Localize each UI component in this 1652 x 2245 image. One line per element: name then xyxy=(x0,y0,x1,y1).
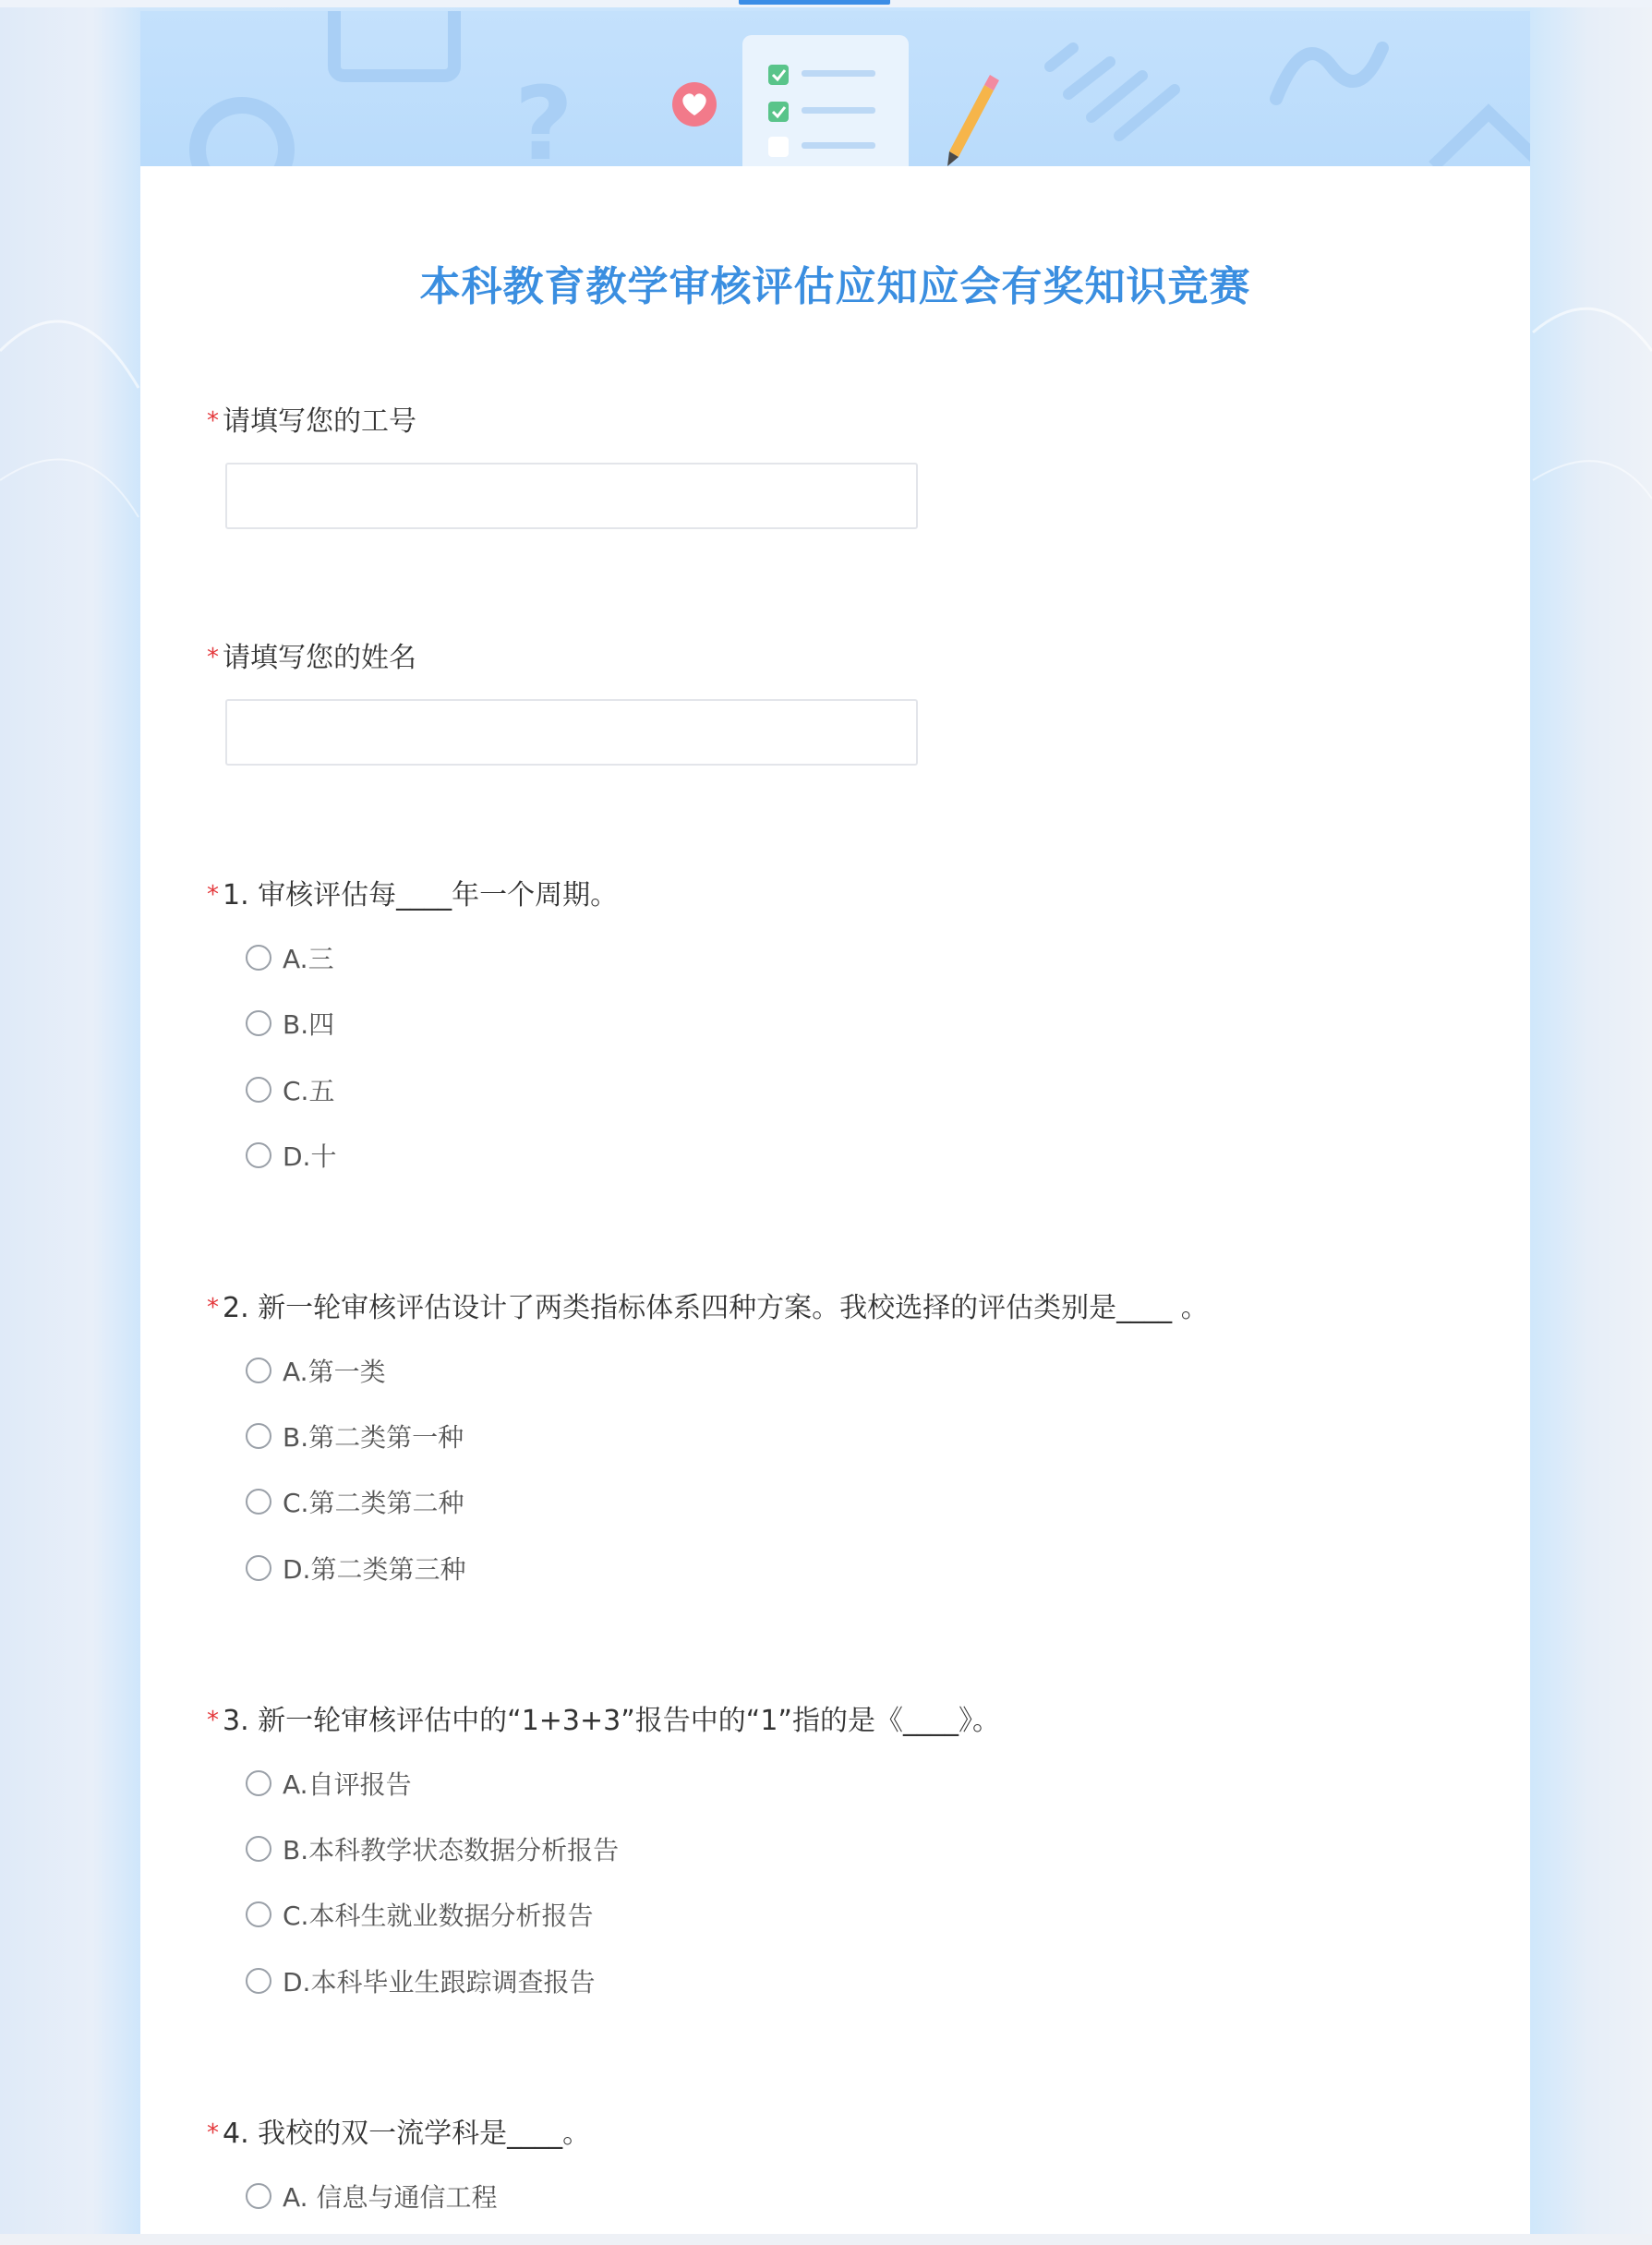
top-tab-indicator xyxy=(739,0,890,5)
question-2-title xyxy=(207,1290,1209,1328)
name-label xyxy=(207,640,416,678)
q1-option-b[interactable] xyxy=(246,1005,334,1042)
option-label: C.第二类第二种 xyxy=(283,1488,464,1518)
option-label: C.本科生就业数据分析报告 xyxy=(283,1901,594,1931)
question-3-title xyxy=(207,1703,1000,1741)
q3-option-c[interactable] xyxy=(246,1896,593,1933)
radio-button[interactable] xyxy=(246,1010,271,1036)
q3-option-d[interactable] xyxy=(246,1962,595,1999)
option-label: A.三 xyxy=(283,944,334,974)
radio-button[interactable] xyxy=(246,1968,271,1994)
option-label: B.四 xyxy=(283,1009,335,1040)
q2-option-a[interactable] xyxy=(246,1352,386,1389)
q3-option-b[interactable] xyxy=(246,1830,619,1867)
radio-button[interactable] xyxy=(246,1423,271,1449)
q1-option-c[interactable] xyxy=(246,1071,334,1108)
radio-button[interactable] xyxy=(246,1770,271,1796)
q2-option-b[interactable] xyxy=(246,1418,464,1454)
question-1-title xyxy=(207,877,618,915)
radio-button[interactable] xyxy=(246,945,271,971)
required-mark: * xyxy=(207,2119,219,2147)
required-mark: * xyxy=(207,1707,219,1734)
required-mark: * xyxy=(207,407,219,435)
q1-option-d[interactable] xyxy=(246,1137,336,1174)
wave-icon xyxy=(1276,48,1382,99)
square-outline-icon xyxy=(334,11,454,76)
triangle-outline-icon xyxy=(1433,113,1530,166)
employee-id-input[interactable] xyxy=(225,463,918,529)
radio-button[interactable] xyxy=(246,1836,271,1862)
option-label: D.十 xyxy=(283,1141,337,1172)
form-card xyxy=(140,11,1530,2234)
radio-button[interactable] xyxy=(246,1142,271,1168)
ring-icon xyxy=(198,105,286,166)
option-label: A. 信息与通信工程 xyxy=(283,2182,498,2213)
question-4-title xyxy=(207,2116,590,2154)
option-label: A.第一类 xyxy=(283,1357,386,1387)
option-label: A.自评报告 xyxy=(283,1769,412,1800)
pencil-icon xyxy=(947,75,999,166)
option-label: C.五 xyxy=(283,1076,335,1106)
radio-button[interactable] xyxy=(246,1555,271,1581)
employee-id-label xyxy=(207,404,416,441)
required-mark: * xyxy=(207,644,219,671)
form-title: 本科教育教学审核评估应知应会有奖知识竞赛 xyxy=(419,263,1251,310)
option-label: B.本科教学状态数据分析报告 xyxy=(283,1835,620,1865)
required-mark: * xyxy=(207,881,219,909)
svg-text:?: ? xyxy=(514,65,573,166)
required-mark: * xyxy=(207,1294,219,1322)
diagonal-lines-icon xyxy=(1050,48,1175,136)
form-banner xyxy=(140,11,1530,166)
radio-button[interactable] xyxy=(246,1901,271,1927)
question-4-text: 4. 我校的双一流学科是____。 xyxy=(223,2118,591,2150)
checklist-icon xyxy=(742,35,909,166)
employee-id-label-text: 请填写您的工号 xyxy=(223,405,416,438)
option-label: B.第二类第一种 xyxy=(283,1422,464,1453)
bottom-strip xyxy=(0,2234,1652,2245)
name-input[interactable] xyxy=(225,699,918,766)
q1-option-a[interactable] xyxy=(246,939,334,976)
radio-button[interactable] xyxy=(246,1358,271,1383)
question-mark-icon xyxy=(514,65,573,166)
radio-button[interactable] xyxy=(246,1489,271,1515)
question-3-text: 3. 新一轮审核评估中的“1+3+3”报告中的“1”指的是《____》。 xyxy=(223,1705,1000,1737)
heart-badge-icon xyxy=(672,82,717,127)
option-label: D.第二类第三种 xyxy=(283,1554,466,1585)
radio-button[interactable] xyxy=(246,1077,271,1103)
name-label-text: 请填写您的姓名 xyxy=(223,642,416,674)
q2-option-d[interactable] xyxy=(246,1550,465,1587)
q4-option-a[interactable] xyxy=(246,2178,497,2215)
q3-option-a[interactable] xyxy=(246,1765,412,1802)
question-2-text: 2. 新一轮审核评估设计了两类指标体系四种方案。我校选择的评估类别是____ 。 xyxy=(223,1292,1209,1324)
q2-option-c[interactable] xyxy=(246,1483,464,1520)
option-label: D.本科毕业生跟踪调查报告 xyxy=(283,1967,596,1998)
question-1-text: 1. 审核评估每____年一个周期。 xyxy=(223,879,619,911)
radio-button[interactable] xyxy=(246,2183,271,2209)
